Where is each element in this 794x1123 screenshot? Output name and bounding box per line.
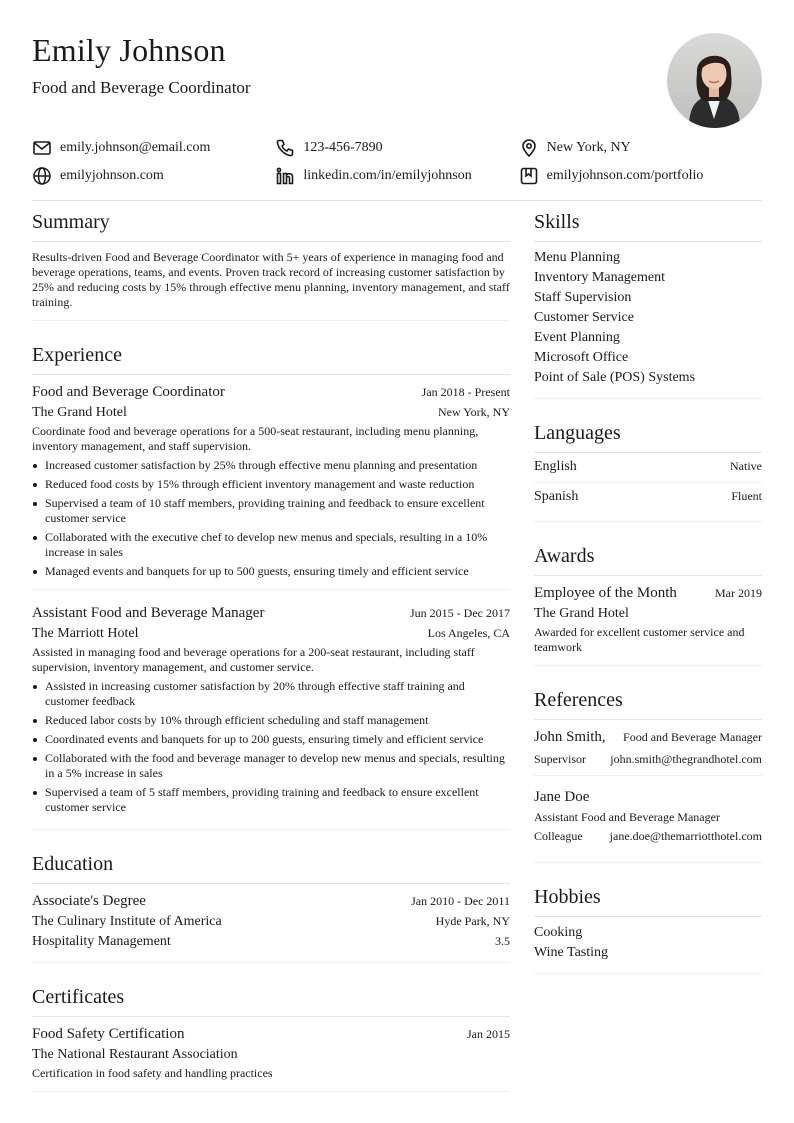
education-section: [32, 848, 510, 963]
skill-item: Microsoft Office: [534, 350, 629, 365]
list-item: Increased customer satisfaction by 25% through effective menu planning and presentation: [32, 458, 510, 473]
job-dates: Jun 2015 - Dec 2017: [410, 606, 510, 620]
list-item: Managed events and banquets for up to 500 guests, ensuring timely and efficient service: [32, 564, 510, 579]
award-title: Employee of the Month: [534, 585, 677, 601]
contact-website-text: emilyjohnson.com: [60, 168, 164, 183]
contact-linkedin[interactable]: [275, 166, 518, 186]
list-item: Supervised a team of 5 staff members, providing training and feedback to ensure excellent customer service: [32, 785, 510, 815]
main-column: [32, 206, 510, 1110]
hobby-item: Wine Tasting: [534, 945, 609, 960]
location-icon: [519, 138, 539, 158]
job-description: Assisted in managing food and beverage operations for a 200-seat restaurant, including staff supervision, inventory management, and customer service.: [32, 645, 475, 674]
award-organization: The Grand Hotel: [534, 606, 629, 621]
reference-relation: Supervisor: [534, 752, 586, 766]
certificate-issuer: The National Restaurant Association: [32, 1047, 238, 1062]
reference-email[interactable]: jane.doe@themarriotthotel.com: [609, 829, 762, 843]
contact-portfolio[interactable]: [519, 166, 762, 186]
experience-heading: Experience: [32, 339, 510, 375]
summary-text: Results-driven Food and Beverage Coordinator with 5+ years of experience in managing food and beverage operations, teams, and events. Proven track record of increasing customer satisfaction by 25% and reducing costs by 15% through effective menu planning, inventory management, and staff training.: [32, 250, 510, 309]
experience-entry: [32, 375, 510, 579]
school-name: The Culinary Institute of America: [32, 914, 222, 929]
awards-section: [534, 540, 762, 666]
list-item: Reduced food costs by 15% through efficient inventory management and waste reduction: [32, 477, 510, 492]
award-date: Mar 2019: [715, 586, 762, 600]
job-company: The Marriott Hotel: [32, 626, 139, 641]
certificate-entry: [32, 1017, 510, 1081]
summary-section: [32, 206, 510, 321]
experience-entry: [32, 589, 510, 815]
phone-icon: [275, 138, 295, 158]
language-item: [534, 453, 762, 482]
contact-location-text: New York, NY: [546, 140, 631, 155]
reference-name: Jane Doe: [534, 789, 590, 805]
job-description: Coordinate food and beverage operations for a 500-seat restaurant, including menu planning, inventory management, and staff supervision.: [32, 424, 479, 453]
contact-linkedin-text: linkedin.com/in/emilyjohnson: [303, 168, 472, 183]
language-name: English: [534, 459, 577, 474]
globe-icon: [32, 166, 52, 186]
profile-photo: [667, 33, 762, 128]
certificate-name: Food Safety Certification: [32, 1026, 185, 1042]
field-of-study: Hospitality Management: [32, 934, 171, 949]
job-title: Assistant Food and Beverage Manager: [32, 605, 265, 621]
sidebar-column: [534, 206, 762, 992]
skill-item: Event Planning: [534, 330, 620, 345]
reference-entry: [534, 720, 762, 775]
award-entry: [534, 576, 762, 655]
language-name: Spanish: [534, 489, 579, 504]
summary-heading: Summary: [32, 206, 510, 242]
contact-website[interactable]: [32, 166, 275, 186]
gpa: 3.5: [495, 934, 510, 948]
candidate-name: Emily Johnson: [32, 32, 226, 68]
contact-portfolio-text: emilyjohnson.com/portfolio: [546, 168, 704, 183]
award-description: Awarded for excellent customer service and teamwork: [534, 625, 745, 654]
experience-section: [32, 339, 510, 830]
language-level: Fluent: [731, 489, 762, 503]
certificates-heading: Certificates: [32, 981, 510, 1017]
list-item: Assisted in increasing customer satisfaction by 20% through effective staff training and customer feedback: [32, 679, 510, 709]
reference-name: John Smith,: [534, 729, 606, 745]
resume-header: [32, 30, 762, 130]
language-item: [534, 482, 762, 511]
school-location: Hyde Park, NY: [435, 914, 510, 928]
hobby-item: Cooking: [534, 925, 583, 940]
certificates-section: [32, 981, 510, 1092]
list-item: Reduced labor costs by 10% through efficient scheduling and staff management: [32, 713, 510, 728]
mail-icon: [32, 138, 52, 158]
portrait-image: [667, 33, 762, 128]
awards-heading: Awards: [534, 540, 762, 576]
contact-email[interactable]: [32, 138, 275, 158]
skills-heading: Skills: [534, 206, 762, 242]
list-item: Coordinated events and banquets for up to 200 guests, ensuring timely and efficient service: [32, 732, 510, 747]
references-heading: References: [534, 684, 762, 720]
candidate-title: Food and Beverage Coordinator: [32, 78, 251, 97]
job-company: The Grand Hotel: [32, 405, 127, 420]
list-item: Supervised a team of 10 staff members, providing training and feedback to ensure excellent customer service: [32, 496, 510, 526]
list-item: Collaborated with the food and beverage manager to develop new menus and specials, resulting in a 5% increase in sales: [32, 751, 510, 781]
job-location: New York, NY: [437, 405, 510, 419]
skill-item: Point of Sale (POS) Systems: [534, 370, 696, 385]
languages-heading: Languages: [534, 417, 762, 453]
contact-phone-text: 123-456-7890: [303, 140, 383, 155]
education-dates: Jan 2010 - Dec 2011: [411, 894, 510, 908]
reference-relation: Colleague: [534, 829, 583, 843]
skill-item: Staff Supervision: [534, 290, 632, 305]
hobbies-heading: Hobbies: [534, 881, 762, 917]
reference-email[interactable]: john.smith@thegrandhotel.com: [610, 752, 762, 766]
skill-item: Customer Service: [534, 310, 634, 325]
skills-section: [534, 206, 762, 399]
contact-email-text: emily.johnson@email.com: [60, 140, 211, 155]
certificate-description: Certification in food safety and handling practices: [32, 1066, 273, 1080]
job-dates: Jan 2018 - Present: [421, 385, 510, 399]
hobbies-section: [534, 881, 762, 974]
reference-entry: [534, 775, 762, 852]
languages-section: [534, 417, 762, 522]
header-divider: [32, 200, 762, 201]
linkedin-icon: [275, 166, 295, 186]
skill-item: Inventory Management: [534, 270, 666, 285]
reference-position: Food and Beverage Manager: [623, 730, 762, 744]
portfolio-icon: [519, 166, 539, 186]
degree: Associate's Degree: [32, 893, 146, 909]
reference-position: Assistant Food and Beverage Manager: [534, 810, 720, 824]
job-achievements: [32, 679, 510, 815]
skill-item: Menu Planning: [534, 250, 620, 265]
contact-info: [32, 134, 762, 190]
list-item: Collaborated with the executive chef to develop new menus and specials, resulting in a 10% increase in sales: [32, 530, 510, 560]
education-entry: [32, 884, 510, 952]
job-location: Los Angeles, CA: [427, 626, 510, 640]
references-section: [534, 684, 762, 863]
certificate-date: Jan 2015: [467, 1027, 510, 1041]
job-title: Food and Beverage Coordinator: [32, 384, 225, 400]
contact-location: [519, 138, 762, 158]
language-level: Native: [730, 459, 762, 473]
contact-phone[interactable]: [275, 138, 518, 158]
job-achievements: [32, 458, 510, 579]
education-heading: Education: [32, 848, 510, 884]
